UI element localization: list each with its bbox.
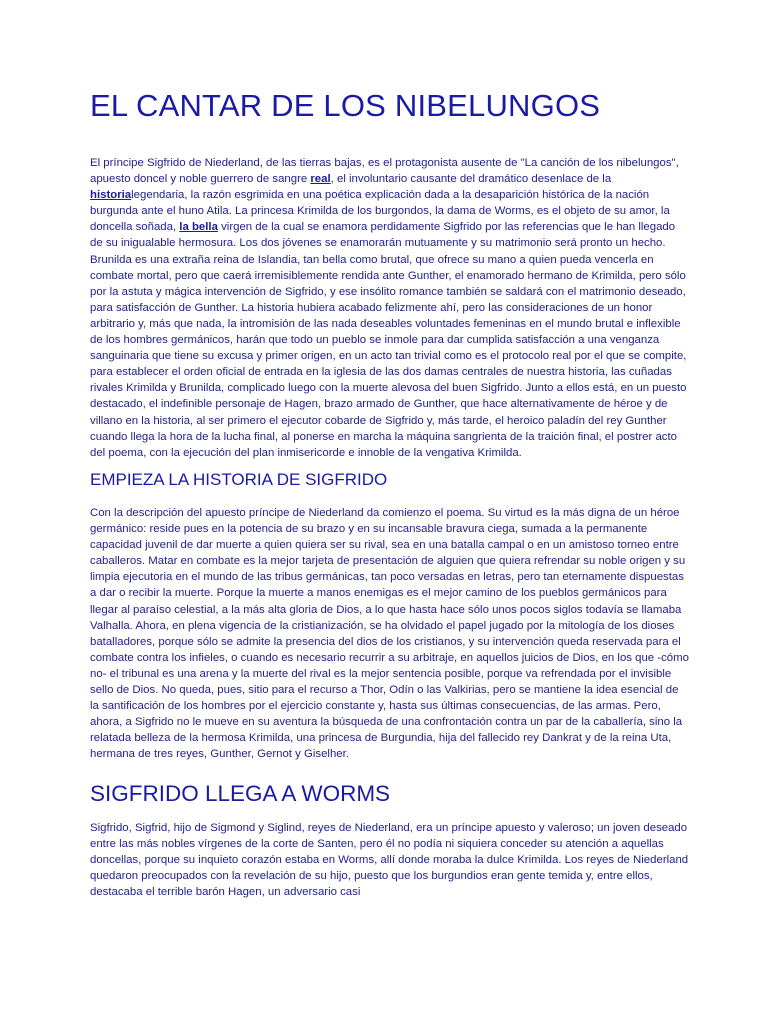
link-historia[interactable]: historia (90, 189, 132, 202)
intro-text-4: virgen de la cual se enamora perdidamente Sigfrido por las referencias que le han llegado de su inigualable hermosura. Los dos jóvenes se enamorarán mutuamente y su matrimonio será pronto un hecho. Brunilda es una extraña reina de Islandia, tan bella como brutal, que ofrece su mano a quien pueda vencerla en combate mortal, pero que caerá irremisiblemente rendida ante Gunther, el enamorado hermano de Krimilda, pero sólo por la astuta y mágica intervención de Sigfrido, y ese insólito romance también se saldará con el matrimonio deseado, para satisfacción de Gunther. La historia hubiera acabado felizmente ahí, pero las consideraciones de un honor arbitrario y, más que nada, la intromisión de las nada deseables voluntades femeninas en el mundo brutal e inflexible de los hombres germánicos, harán que todo un pueblo se inmole para dar cumplida satisfacción a una venganza sanguinaria que tiene su excusa y primer origen, en un acto tan trivial como es el protocolo real por el que se compite, para establecer el orden oficial de entrada en la iglesia de las dos damas centrales de nuestra historia, las cuñadas rivales Krimilda y Brunilda, complicado luego con la muerte alevosa del buen Sigfrido. Junto a ellos está, en un puesto destacado, el indefinible personaje de Hagen, brazo armado de Gunther, que hace alternativamente de héroe y de villano en la historia, al ser primero el ejecutor cobarde de Sigfrido y, más tarde, el heroico paladín del rey Gunther cuando llega la hora de la lucha final, al ponerse en marcha la máquina sangrienta de la traición final, el postrer acto del poema, con la ejecución del plan inmisericorde e innoble de la vengativa Krimilda. (90, 221, 687, 459)
intro-text-3: legendaria, la razón esgrimida en una poética explicación dada a la desaparición histórica de la nación burgunda ante el huno Atila. La princesa Krimilda de los burgondos, la dama de Worms, es el objeto de su amor, la doncella soñada, (90, 189, 670, 234)
intro-paragraph (90, 155, 690, 461)
section-heading-empieza: EMPIEZA LA HISTORIA DE SIGFRIDO (90, 470, 388, 489)
section-paragraph-empieza: Con la descripción del apuesto príncipe de Niederland da comienzo el poema. Su virtud es la más digna de un héroe germánico: reside pues en la potencia de su brazo y en su incansable bravura ciega, sumada a la permanente capacidad juvenil de dar muerte a quien quiera ser su rival, sea en una batalla campal o en un amistoso torneo entre caballeros. Matar en combate es la mejor tarjeta de presentación de alguien que quiera refrendar su noble origen y su limpia ejecutoria en el mundo de las tribus germánicas, tan poco versadas en letras, pero tan eternamente dispuestas a dar o recibir la muerte. Porque la muerte a manos enemigas es el mejor camino de los pueblos germánicos para llegar al paraíso celestial, a la más alta gloria de Dios, a lo que hasta hace sólo unos pocos siglos todavía se llamaba Valhalla. Ahora, en plena vigencia de la cristianización, se ha olvidado el papel jugado por la mitología de los dioses batalladores, porque sólo se admite la presencia del dios de los cristianos, y su intervención queda reservada para el combate contra los infieles, o cuando es necesario recurrir a su arbitraje, en aquellos juicios de Dios, en los que -cómo no- el tribunal es una arena y la muerte del rival es la mejor sentencia posible, porque va refrendada por el invisible sello de Dios. No queda, pues, sitio para el recurso a Thor, Odín o las Valkirias, pero se mantiene la idea esencial de la santificación de los hombres por el ejercicio constante y, hasta sus últimas consecuencias, de las armas. Pero, ahora, a Sigfrido no le mueve en su aventura la búsqueda de una confrontación contra un par de la caballería, sino la relatada belleza de la hermosa Krimilda, una princesa de Burgundia, hija del fallecido rey Dankrat y de la reina Uta, hermana de tres reyes, Gunther, Gernot y Giselher. (90, 507, 689, 761)
section-heading-llega: SIGFRIDO LLEGA A WORMS (90, 781, 391, 806)
intro-text-1: El príncipe Sigfrido de Niederland, de las tierras bajas, es el protagonista ausente de "La canción de los nibelungos", apuesto doncel y noble guerrero de sangre (90, 157, 679, 186)
link-real[interactable]: real (310, 173, 331, 186)
intro-text-2: , el involuntario causante del dramático desenlace de la (330, 173, 612, 186)
section-paragraph-llega: Sigfrido, Sigfrid, hijo de Sigmond y Siglind, reyes de Niederland, era un príncipe apuesto y valeroso; un joven deseado entre las más nobles vírgenes de la corte de Santen, pero él no podía ni siquiera conceder su atención a aquellas doncellas, porque su inquieto corazón estaba en Worms, allí donde moraba la dulce Krimilda. Los reyes de Niederland quedaron preocupados con la revelación de su hijo, puesto que los burgundios eran gente temida y, entre ellos, destacaba el terrible barón Hagen, un adversario casi (90, 822, 689, 899)
page-title: EL CANTAR DE LOS NIBELUNGOS (90, 88, 601, 123)
link-la-bella[interactable]: la bella (179, 221, 218, 234)
